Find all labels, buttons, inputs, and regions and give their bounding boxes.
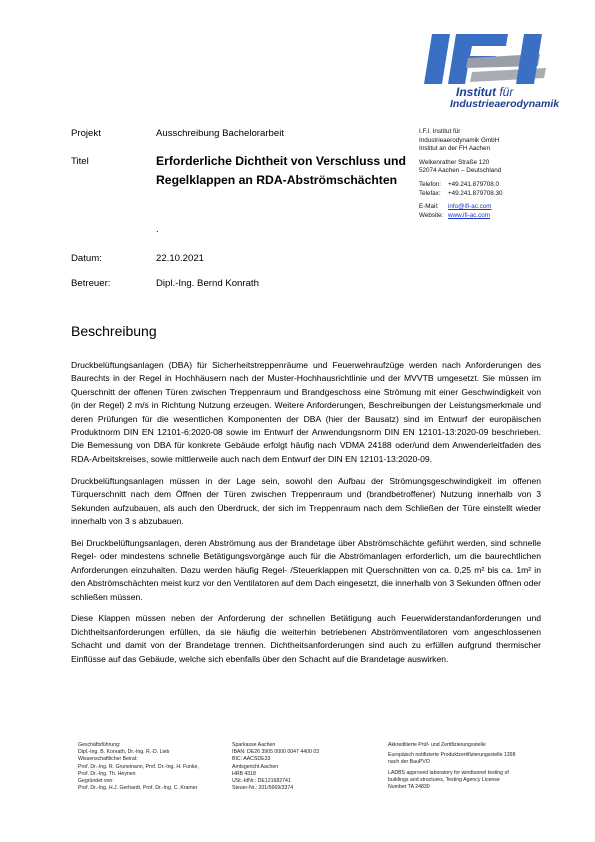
footer-ust: USt.-IdNr.: DE121682741	[232, 778, 291, 785]
logo-wordmark	[450, 86, 559, 110]
datum-label: Datum:	[71, 253, 102, 264]
email-link[interactable]: info@ifi-ac.com	[448, 203, 492, 211]
footer-management	[78, 742, 218, 792]
logo-letter-i1	[424, 34, 450, 84]
description-body	[71, 359, 541, 675]
institute-fax-row	[419, 190, 579, 199]
institute-name-2: Industrieaerodynamik GmbH	[419, 136, 500, 144]
email-label: E-Mail:	[419, 203, 439, 211]
footer-court: Amtsgericht Aachen	[232, 763, 279, 770]
footer-bank-name: Sparkasse Aachen	[232, 742, 276, 748]
fax-label: Telefax:	[419, 189, 441, 197]
footer-accr-line-2: Europäisch notifizierte Produktzertifizierungsstelle 1398	[388, 752, 516, 759]
fax-value: +49.241.879708.30	[448, 189, 503, 197]
website-label: Website:	[419, 211, 444, 219]
footer-wb-label: Wissenschaftlicher Beirat:	[78, 756, 138, 763]
document-title-line-1: Erforderliche Dichtheit von Verschluss und	[156, 154, 406, 168]
institute-city: 52074 Aachen – Deutschland	[419, 167, 502, 175]
ifi-logo-graphic	[410, 28, 560, 88]
logo-line-fuer: für	[499, 85, 514, 99]
document-title	[156, 152, 416, 190]
institute-name-3: Institut an der FH Aachen	[419, 145, 491, 153]
website-link[interactable]: www.ifi-ac.com	[448, 211, 490, 219]
document-title-line-2: Regelklappen an RDA-Abströmschächten	[156, 173, 398, 187]
ifi-logo	[410, 28, 560, 128]
footer-iban: IBAN: DE26 3905 0000 0047 4400 03	[232, 749, 320, 756]
institute-name-1: I.F.I. Institut für	[419, 128, 461, 135]
institute-phone-row	[419, 181, 579, 190]
footer-bic: BIC: AACSDE33	[232, 756, 271, 763]
footer-accreditation	[388, 742, 528, 791]
paragraph-3: Bei Druckbelüftungsanlagen, deren Abströmung aus der Brandetage über Abströmschächte geführt werden, sind schnelle Regel- oder mindestens schnelle Betätigungsvorgänge auch für die Abströmanlagen erforderlich, um die baurechtlichen Anforderungen einzuhalten. Dazu werden häufig Regel- /Steuerklappen mit Querschnitten von ca. 0,25 m² bis ca. 1m² in den Abströmschächten meist kurz vor den Ventilatoren auf dem Dach eingesetzt, die innerhalb von 3 Sekunden öffnen oder schließen müssen.	[71, 537, 541, 602]
betreuer-value: Dipl.-Ing. Bernd Konrath	[156, 278, 259, 289]
logo-line-industrieaerodynamik: Industrieaerodynamik	[450, 98, 560, 110]
footer-bank	[232, 742, 362, 792]
footer-steuer: Steuer-Nr.: 201/5669/3374	[232, 785, 294, 792]
institute-info	[419, 128, 579, 220]
paragraph-1: Druckbelüftungsanlagen (DBA) für Sicherheitstreppenräume und Feuerwehraufzüge werden nach Anforderungen des Baurechts in der Regel in Hochhäusern nach der Muster-Hochhausrichtlinie und der MVVTB umgesetzt. Sie müssen im Querschnitt der offenen Türen zwischen Treppenraum und Brandgeschoss eine Strömung mit einer Geschwindigkeit von (in der Regel) 2 m/s in Richtung Nutzung erzeugen. Weitere Anforderungen, Beschreibungen der Leistungsmerkmale und deren Prüfungen für die wesentlichen Komponenten der DBA (hier der Bausatz) sind im Entwurf der europäischen Produktnorm DIN EN 12101-6:2020-08 sowie im Entwurf der Anwendungsnorm DIN EN 12101-13:2020-09 beschrieben. Die Bemessung von DBA für konkrete Gebäude erfolgt häufig nach VDMA 24188 oder/und dem Anwenderleitfaden des RDA-Arbeitskreises, sowie mittlerweile auch nach dem Entwurf der DIN EN 12101-13:2020-09.	[71, 360, 541, 464]
phone-value: +49.241.879708.0	[448, 180, 499, 188]
projekt-label: Projekt	[71, 128, 101, 139]
betreuer-label: Betreuer:	[71, 278, 111, 289]
paragraph-2: Druckbelüftungsanlagen müssen in der Lage sein, sowohl den Aufbau der Strömungsgeschwindigkeit im offenen Türquerschnitt nach dem Öffnen der Türen zwischen Treppenraum und (brandbetroffener) Nutzung innerhalb von 3 Sekunden aufzubauen, als auch den Überdruck, der sich im Treppenraum nach dem Schließen der Türe einstellt wieder innerhalb von 3 s abzubauen.	[71, 475, 541, 526]
footer-accr-line-4: LADBS approved laboratory for windtunnel testing of	[388, 769, 509, 776]
projekt-value: Ausschreibung Bachelorarbeit	[156, 128, 284, 139]
titel-label: Titel	[71, 156, 89, 167]
footer-gf-value: Dipl.-Ing. B. Konrath, Dr.-Ing. R.-D. Lieb	[78, 749, 170, 756]
footer-accr-line-3: nach der BauPVO	[388, 759, 430, 766]
logo-line-institut: Institut	[456, 85, 496, 99]
footer-gr-label: Gegründet von:	[78, 778, 114, 785]
paragraph-4: Diese Klappen müssen neben der Anforderung der schnellen Betätigung auch Feuerwiderstandanforderungen und Dichtheitsanforderungen erfüllen, da sie häufig die weiterhin betriebenen Abströmventilatoren vom angeschlossenen Schacht und damit von der Brandetage trennen. Dichtheitsanforderungen sind auch zu erfüllen aufgrund thermischer Einflüsse auf das Gebäude, welche sich ebenfalls über den Schacht auf die Brandetage auswirken.	[71, 613, 541, 664]
institute-web-row	[419, 212, 579, 221]
institute-street: Welkenrather Straße 120	[419, 158, 490, 166]
phone-label: Telefon:	[419, 180, 442, 188]
footer-hrb: HRB 4318	[232, 770, 256, 777]
footer-wb-value-2: Prof. Dr.-Ing. Th. Heynen	[78, 770, 136, 777]
footer-accr-line-5: buildings and structures, Testing Agency License	[388, 776, 500, 783]
institute-mail-row	[419, 203, 579, 212]
footer-accr-line-6: Number TA 24830	[388, 784, 430, 791]
datum-value: 22.10.2021	[156, 253, 205, 264]
footer-gf-label: Geschäftsführung:	[78, 742, 121, 748]
footer-accr-line-1: Akkreditierte Prüf- und Zertifizierungsstelle	[388, 742, 486, 748]
footer-wb-value-1: Prof. Dr.-Ing. R. Gruneinann, Prof. Dr.-Ing. H. Funke,	[78, 763, 199, 770]
title-dot: .	[156, 224, 159, 235]
footer-gr-value: Prof. Dr.-Ing. H.J. Gerhardt, Prof. Dr.-Ing. C. Kramer	[78, 785, 198, 792]
section-heading: Beschreibung	[71, 323, 157, 339]
